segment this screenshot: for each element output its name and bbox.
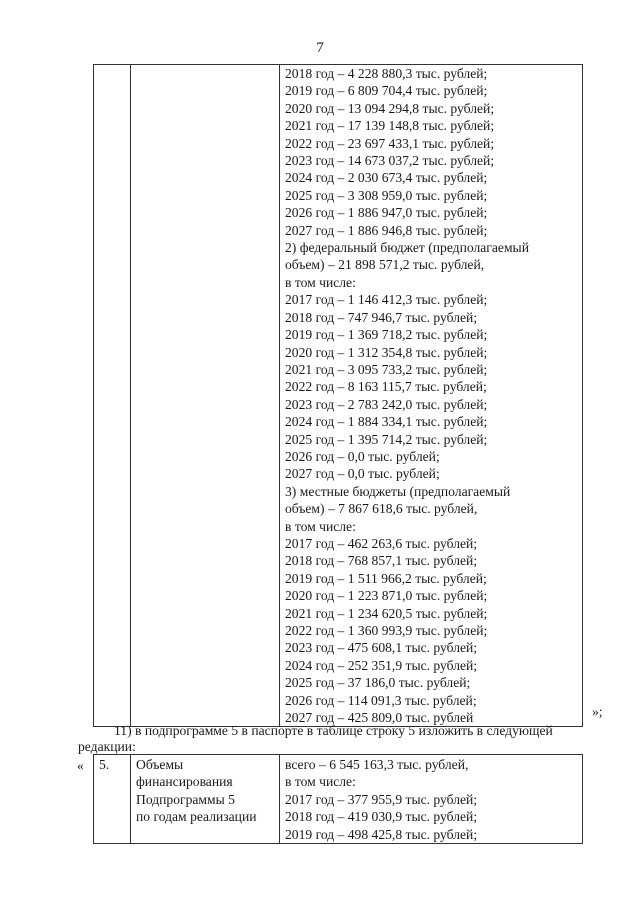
funding-line: 2018 год – 768 857,1 тыс. рублей; — [285, 553, 478, 569]
table-cell-number — [94, 65, 131, 727]
row5-label-line: Объемы — [136, 757, 184, 772]
row5-value-line: 2017 год – 377 955,9 тыс. рублей; — [285, 791, 478, 807]
funding-line: 2022 год – 23 697 433,1 тыс. рублей; — [285, 135, 495, 151]
row5-label — [131, 755, 279, 826]
row5-number-cell — [94, 755, 131, 844]
closing-quote-mark: »; — [592, 704, 603, 719]
funding-line: 2018 год – 4 228 880,3 тыс. рублей; — [285, 66, 488, 81]
funding-line: 2022 год – 1 360 993,9 тыс. рублей; — [285, 623, 488, 638]
page-number: 7 — [316, 40, 324, 56]
row5-label-line: Подпрограммы 5 — [136, 791, 235, 807]
funding-line: 3) местные бюджеты (предполагаемый — [285, 483, 511, 499]
row5-values — [280, 755, 582, 843]
funding-line: 2027 год – 1 886 946,8 тыс. рублей; — [285, 222, 488, 238]
funding-line: объем) – 7 867 618,6 тыс. рублей, — [285, 501, 478, 517]
funding-line: объем) – 21 898 571,2 тыс. рублей, — [285, 257, 485, 273]
funding-line: 2017 год – 1 146 412,3 тыс. рублей; — [285, 292, 488, 308]
row5-number: 5. — [99, 757, 110, 772]
table-cell-values — [280, 65, 583, 727]
funding-line: 2026 год – 0,0 тыс. рублей; — [285, 448, 440, 464]
row5-label-cell — [131, 755, 280, 844]
funding-line: 2025 год – 37 186,0 тыс. рублей; — [285, 675, 471, 691]
funding-line: 2024 год – 252 351,9 тыс. рублей; — [285, 657, 478, 673]
funding-line: 2023 год – 475 608,1 тыс. рублей; — [285, 640, 478, 656]
opening-quote-mark: « — [77, 758, 84, 773]
funding-line: 2) федеральный бюджет (предполагаемый — [285, 240, 529, 256]
funding-line: 2019 год – 1 369 718,2 тыс. рублей; — [285, 327, 488, 343]
funding-lines — [280, 65, 582, 726]
row5-value-line: в том числе: — [285, 774, 356, 790]
funding-line: 2018 год – 747 946,7 тыс. рублей; — [285, 309, 478, 325]
funding-line: в том числе: — [285, 518, 356, 534]
funding-line: 2025 год – 3 308 959,0 тыс. рублей; — [285, 187, 488, 203]
funding-line: 2019 год – 1 511 966,2 тыс. рублей; — [285, 570, 487, 586]
funding-line: 2024 год – 2 030 673,4 тыс. рублей; — [285, 170, 488, 186]
funding-line: 2017 год – 462 263,6 тыс. рублей; — [285, 535, 478, 551]
funding-line: 2027 год – 425 809,0 тыс. рублей — [285, 710, 474, 726]
funding-line: 2021 год – 17 139 148,8 тыс. рублей; — [285, 118, 495, 134]
funding-line: 2022 год – 8 163 115,7 тыс. рублей; — [285, 379, 487, 395]
funding-line: 2023 год – 14 673 037,2 тыс. рублей; — [285, 153, 495, 169]
funding-line: 2026 год – 114 091,3 тыс. рублей; — [285, 692, 477, 708]
funding-line: 2027 год – 0,0 тыс. рублей; — [285, 466, 440, 482]
row5-table — [93, 754, 583, 844]
continued-table — [93, 64, 583, 727]
row5-value-cell — [280, 755, 583, 844]
funding-line: 2020 год – 1 312 354,8 тыс. рублей; — [285, 344, 488, 360]
funding-line: 2020 год – 13 094 294,8 тыс. рублей; — [285, 100, 495, 116]
funding-line: 2020 год – 1 223 871,0 тыс. рублей; — [285, 588, 488, 604]
funding-line: 2019 год – 6 809 704,4 тыс. рублей; — [285, 83, 488, 99]
funding-line: 2021 год – 3 095 733,2 тыс. рублей; — [285, 361, 488, 377]
funding-line: 2026 год – 1 886 947,0 тыс. рублей; — [285, 205, 488, 221]
funding-line: 2025 год – 1 395 714,2 тыс. рублей; — [285, 431, 488, 447]
paragraph-line-1: 11) в подпрограмме 5 в паспорте в таблице строку 5 изложить в следующей — [114, 723, 553, 738]
row5-value-line: 2018 год – 419 030,9 тыс. рублей; — [285, 809, 478, 825]
funding-line: 2023 год – 2 783 242,0 тыс. рублей; — [285, 396, 488, 412]
table-cell-label — [131, 65, 280, 727]
paragraph-line-2: редакции: — [78, 739, 136, 754]
funding-line: 2021 год – 1 234 620,5 тыс. рублей; — [285, 605, 488, 621]
row5-label-line: по годам реализации — [136, 809, 257, 825]
row5-label-line: финансирования — [136, 774, 233, 790]
row5-value-line: всего – 6 545 163,3 тыс. рублей, — [285, 757, 469, 772]
funding-line: 2024 год – 1 884 334,1 тыс. рублей; — [285, 414, 488, 430]
row5-value-line: 2019 год – 498 425,8 тыс. рублей; — [285, 826, 478, 842]
funding-line: в том числе: — [285, 274, 356, 290]
